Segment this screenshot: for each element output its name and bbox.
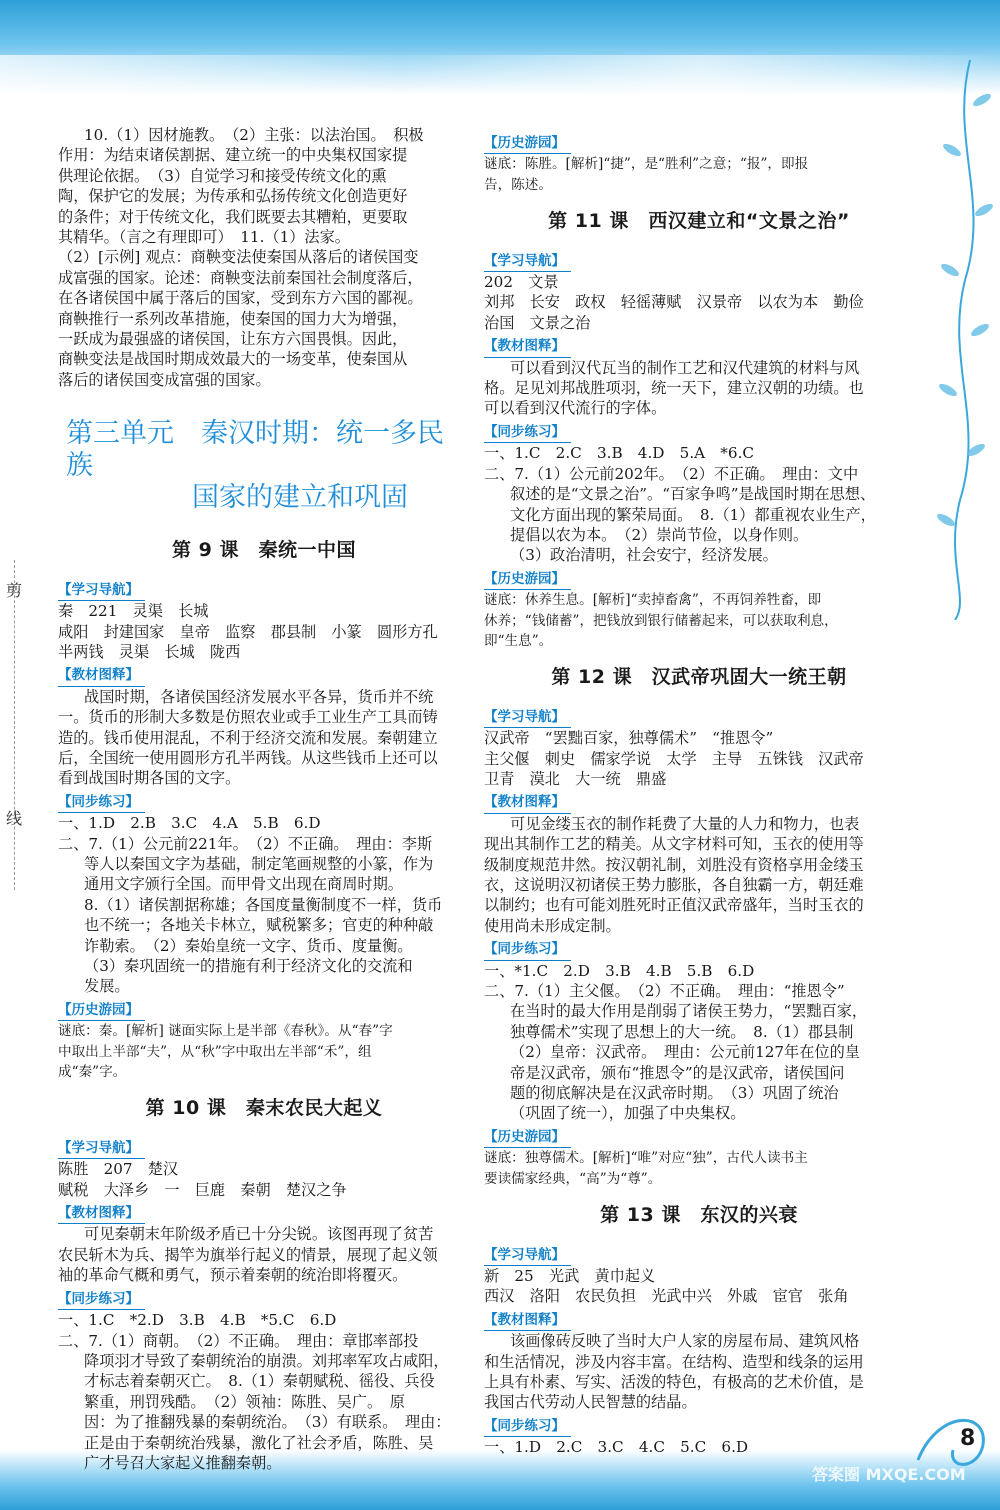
text-line: 陈胜 207 楚汉 bbox=[58, 1160, 179, 1179]
text-line: 商鞅变法是战国时期成效最大的一场变革，使秦国从 bbox=[58, 350, 408, 369]
text-line: 一、*1.C 2.D 3.B 4.B 5.B 6.D bbox=[484, 961, 755, 980]
left-column bbox=[58, 125, 470, 1473]
right-column bbox=[484, 130, 914, 1458]
section-tag-game: 【历史游园】 bbox=[484, 1127, 571, 1148]
text-line: 以制约；也有可能刘胜死时正值汉武帝盛年，当时玉衣的 bbox=[484, 896, 864, 915]
vine-decoration-icon bbox=[910, 60, 1000, 620]
text-line: （2）皇帝：汉武帝。 理由：公元前127年在位的皇 bbox=[510, 1043, 860, 1062]
top-decorative-band bbox=[0, 0, 1000, 95]
text-line: 叙述的是“文景之治”。“百家争鸣”是战国时期在思想、 bbox=[510, 485, 876, 504]
text-line: 谜底：独尊儒术。[解析]“唯”对应“独”，古代人读书主 bbox=[484, 1150, 808, 1167]
text-line: 和生活情况，涉及内容丰富。在结构、造型和线条的运用 bbox=[484, 1352, 864, 1371]
text-line: 提倡以农为本。 （2）崇尚节俭，以身作则。 bbox=[510, 525, 809, 544]
text-line: 谜底：休养生息。[解析]“卖掉畜禽”，不再饲养牲畜，即 bbox=[484, 592, 822, 609]
text-line: 新 25 光武 黄巾起义 bbox=[484, 1266, 656, 1285]
text-line: 二、7.（1）主父偃。 （2）不正确。 理由：“推恩令” bbox=[484, 982, 845, 1001]
text-line: 可见金缕玉衣的制作耗费了大量的人力和物力，也表 bbox=[510, 814, 860, 833]
unit-title bbox=[66, 418, 470, 514]
text-line: 上具有朴素、写实、活泼的特色，有极高的艺术价值，是 bbox=[484, 1372, 864, 1391]
section-tag-navigation: 【学习导航】 bbox=[58, 1138, 145, 1159]
text-line: 卫青 漠北 大一统 鼎盛 bbox=[484, 769, 667, 788]
section-tag-navigation: 【学习导航】 bbox=[58, 580, 145, 601]
text-line: 秦 221 灵渠 长城 bbox=[58, 602, 209, 621]
lesson-title: 第 13 课 东汉的兴衰 bbox=[600, 1204, 798, 1227]
text-line: 西汉 洛阳 农民负担 光武中兴 外戚 宦官 张角 bbox=[484, 1287, 849, 1306]
text-line: （3）政治清明，社会安宁，经济发展。 bbox=[510, 546, 778, 565]
text-line: 战国时期，各诸侯国经济发展水平各异，货币并不统 bbox=[84, 687, 434, 706]
text-line: 农民斩木为兵、揭竿为旗举行起义的情景，展现了起义领 bbox=[58, 1245, 438, 1264]
section-tag-illustration: 【教材图释】 bbox=[484, 792, 571, 813]
lesson-title: 第 12 课 汉武帝巩固大一统王朝 bbox=[551, 666, 847, 689]
watermark-logo: 答案圈 MXQE.COM bbox=[812, 1465, 966, 1484]
text-line: 陶，保护它的发展；为传承和弘扬传统文化创造更好 bbox=[58, 187, 408, 206]
text-line: 10.（1）因材施教。 （2）主张：以法治国。 积极 bbox=[84, 126, 424, 144]
cut-line-dashed bbox=[14, 560, 15, 890]
text-line: 一跃成为最强盛的诸侯国，让东方六国畏惧。因此， bbox=[58, 330, 408, 349]
text-line: 广才号召大家起义推翻秦朝。 bbox=[84, 1453, 282, 1472]
text-line: （3）秦巩固统一的措施有利于经济文化的交流和 bbox=[84, 957, 413, 975]
text-line: 在各诸侯国中属于落后的国家，受到东方六国的鄙视。 bbox=[58, 289, 423, 308]
text-line: 一、1.D 2.B 3.C 4.A 5.B 6.D bbox=[58, 814, 321, 833]
text-line: 谜底：陈胜。[解析]“捷”，是“胜利”之意；“报”，即报 bbox=[484, 156, 809, 173]
text-line: 二、7.（1）公元前202年。 （2）不正确。 理由：文中 bbox=[484, 464, 859, 483]
cut-mark-xian: 线 bbox=[6, 809, 23, 828]
text-line: 告，陈述。 bbox=[484, 176, 552, 193]
lesson-title: 第 10 课 秦末农民大起义 bbox=[145, 1097, 383, 1120]
text-line: 正是由于秦朝统治残暴，激化了社会矛盾，陈胜、吴 bbox=[84, 1433, 434, 1452]
page-number: 8 bbox=[960, 1426, 976, 1451]
text-line: 可以看到汉代瓦当的制作工艺和汉代建筑的材料与风 bbox=[510, 358, 860, 377]
unit-title-line-2: 国家的建立和巩固 bbox=[192, 482, 408, 514]
text-line: 降项羽才导致了秦朝统治的崩溃。刘邦率军攻占咸阳， bbox=[84, 1351, 449, 1370]
text-line: 一。货币的形制大多数是仿照农业或手工业生产工具而铸 bbox=[58, 708, 438, 727]
text-line: 帝是汉武帝，颁布“推恩令”的是汉武帝，诸侯国问 bbox=[510, 1063, 845, 1082]
text-line: 供理论依据。 （3）自觉学习和接受传统文化的熏 bbox=[58, 166, 387, 185]
text-line: 发展。 bbox=[84, 977, 130, 996]
text-line: 造的。钱币使用混乱，不利于经济交流和发展。秦朝建立 bbox=[58, 728, 438, 747]
text-line: 要读儒家经典，“高”为“尊”。 bbox=[484, 1170, 662, 1187]
text-line: 落后的诸侯国变成富强的国家。 bbox=[58, 370, 271, 389]
text-line: 治国 文景之治 bbox=[484, 313, 591, 332]
text-line: 在当时的最大作用是削弱了诸侯王势力，“罢黜百家， bbox=[510, 1002, 868, 1021]
section-tag-illustration: 【教材图释】 bbox=[484, 1310, 571, 1331]
text-line: 成“秦”字。 bbox=[58, 1064, 127, 1081]
text-line: 该画像砖反映了当时大户人家的房屋布局、建筑风格 bbox=[510, 1332, 860, 1351]
lesson-title: 第 9 课 秦统一中国 bbox=[172, 539, 356, 562]
text-line: 格。足见刘邦战胜项羽，统一天下，建立汉朝的功绩。也 bbox=[484, 379, 864, 398]
text-line: 主父偃 刺史 儒家学说 太学 主导 五铢钱 汉武帝 bbox=[484, 749, 864, 768]
text-line: 的条件；对于传统文化，我们既要去其糟粕，更要取 bbox=[58, 207, 408, 226]
text-line: 商鞅推行一系列改革措施，使秦国的国力大为增强， bbox=[58, 309, 408, 328]
text-line: 赋税 大泽乡 一 巨鹿 秦朝 楚汉之争 bbox=[58, 1180, 347, 1199]
section-tag-navigation: 【学习导航】 bbox=[484, 251, 571, 272]
section-tag-exercise: 【同步练习】 bbox=[58, 1289, 145, 1310]
intro-answers bbox=[58, 125, 470, 390]
text-line: 一、1.D 2.C 3.C 4.C 5.C 6.D bbox=[484, 1438, 749, 1457]
text-line: 202 文景 bbox=[484, 273, 559, 292]
text-line: 我国古代劳动人民智慧的结晶。 bbox=[484, 1393, 697, 1412]
text-line: 汉武帝 “罢黜百家，独尊儒术” “推恩令” bbox=[484, 729, 774, 748]
text-line: 级制度规范井然。按汉朝礼制，刘胜没有资格享用金缕玉 bbox=[484, 855, 864, 874]
text-line: 8.（1）诸侯割据称雄；各国度量衡制度不一样，货币 bbox=[84, 895, 443, 914]
text-line: 其精华。（言之有理即可） 11.（1）法家。 bbox=[58, 228, 350, 247]
text-line: 刘邦 长安 政权 轻徭薄赋 汉景帝 以农为本 勤俭 bbox=[484, 293, 864, 312]
section-tag-game: 【历史游园】 bbox=[58, 1000, 145, 1021]
text-line: 二、7.（1）公元前221年。 （2）不正确。 理由：李斯 bbox=[58, 834, 433, 853]
text-line: 繁重，刑罚残酷。 （2）领袖：陈胜、吴广。 原 bbox=[84, 1392, 405, 1411]
text-line: 作用：为结束诸侯割据、建立统一的中央集权国家提 bbox=[58, 146, 408, 165]
text-line: 使用尚未形成定制。 bbox=[484, 916, 621, 935]
text-line: 现出其制作工艺的精美。从文字材料可知，玉衣的使用等 bbox=[484, 835, 864, 854]
text-line: 文化方面出现的繁荣局面。 8.（1）都重视农业生产， bbox=[510, 505, 876, 524]
text-line: 成富强的国家。论述：商鞅变法前秦国社会制度落后， bbox=[58, 268, 423, 287]
text-line: 诈勒索。 （2）秦始皇统一文字、货币、度量衡。 bbox=[84, 936, 413, 955]
text-line: 也不统一；各地关卡林立，赋税繁多；官吏的种种敲 bbox=[84, 916, 434, 935]
section-tag-navigation: 【学习导航】 bbox=[484, 1245, 571, 1266]
text-line: 可见秦朝末年阶级矛盾已十分尖锐。该图再现了贫苦 bbox=[84, 1225, 434, 1244]
text-line: （2）[示例] 观点：商鞅变法使秦国从落后的诸侯国变 bbox=[58, 248, 419, 267]
text-line: 可以看到汉代流行的字体。 bbox=[484, 399, 667, 418]
text-line: 半两钱 灵渠 长城 陇西 bbox=[58, 642, 241, 661]
text-line: 一、1.C 2.C 3.B 4.D 5.A *6.C bbox=[484, 444, 755, 463]
text-line: 因：为了推翻残暴的秦朝统治。 （3）有联系。 理由： bbox=[84, 1413, 451, 1432]
text-line: 中取出上半部“夫”，从“秋”字中取出左半部“禾”，组 bbox=[58, 1043, 372, 1060]
text-line: 咸阳 封建国家 皇帝 监察 郡县制 小篆 圆形方孔 bbox=[58, 622, 438, 641]
section-tag-game: 【历史游园】 bbox=[484, 569, 571, 590]
section-tag-illustration: 【教材图释】 bbox=[58, 1203, 145, 1224]
text-line: 看到战国时期各国的文字。 bbox=[58, 769, 241, 788]
section-tag-navigation: 【学习导航】 bbox=[484, 707, 571, 728]
text-line: 才标志着秦朝灭亡。 8.（1）秦朝赋税、徭役、兵役 bbox=[84, 1372, 435, 1391]
text-line: 谜底：秦。[解析] 谜面实际上是半部《春秋》。从“春”字 bbox=[58, 1023, 393, 1040]
section-tag-exercise: 【同步练习】 bbox=[484, 1416, 571, 1437]
text-line: 独尊儒术”实现了思想上的大一统。 8.（1）郡县制 bbox=[510, 1022, 854, 1041]
text-line: 等人以秦国文字为基础，制定笔画规整的小篆，作为 bbox=[84, 854, 434, 873]
text-line: 衣，这说明汉初诸侯王势力膨胀，各自独霸一方，朝廷难 bbox=[484, 876, 864, 894]
text-line: 一、1.C *2.D 3.B 4.B *5.C 6.D bbox=[58, 1311, 337, 1330]
text-line: 后，全国统一使用圆形方孔半两钱。从这些钱币上还可以 bbox=[58, 748, 438, 767]
text-line: （巩固了统一），加强了中央集权。 bbox=[510, 1104, 746, 1123]
section-tag-illustration: 【教材图释】 bbox=[58, 665, 145, 686]
text-line: 休养；“钱储蓄”，把钱放到银行储蓄起来，可以获取利息， bbox=[484, 612, 838, 629]
unit-title-line-1: 第三单元 秦汉时期：统一多民族 bbox=[66, 418, 444, 482]
lesson-title: 第 11 课 西汉建立和“文景之治” bbox=[548, 210, 850, 233]
text-line: 二、7.（1）商朝。 （2）不正确。 理由：章邯率部投 bbox=[58, 1331, 419, 1350]
section-tag-game: 【历史游园】 bbox=[484, 133, 571, 154]
section-tag-exercise: 【同步练习】 bbox=[484, 939, 571, 960]
section-tag-illustration: 【教材图释】 bbox=[484, 336, 571, 357]
text-line: 题的彻底解决是在汉武帝时期。 （3）巩固了统治 bbox=[510, 1084, 839, 1103]
cut-mark-jian: 剪 bbox=[6, 581, 23, 600]
text-line: 袖的革命气概和勇气，预示着秦朝的统治即将覆灭。 bbox=[58, 1266, 408, 1285]
text-line: 即“生息”。 bbox=[484, 632, 553, 649]
section-tag-exercise: 【同步练习】 bbox=[484, 422, 571, 443]
section-tag-exercise: 【同步练习】 bbox=[58, 792, 145, 813]
text-line: 通用文字颁行全国。而甲骨文出现在商周时期。 bbox=[84, 875, 403, 894]
